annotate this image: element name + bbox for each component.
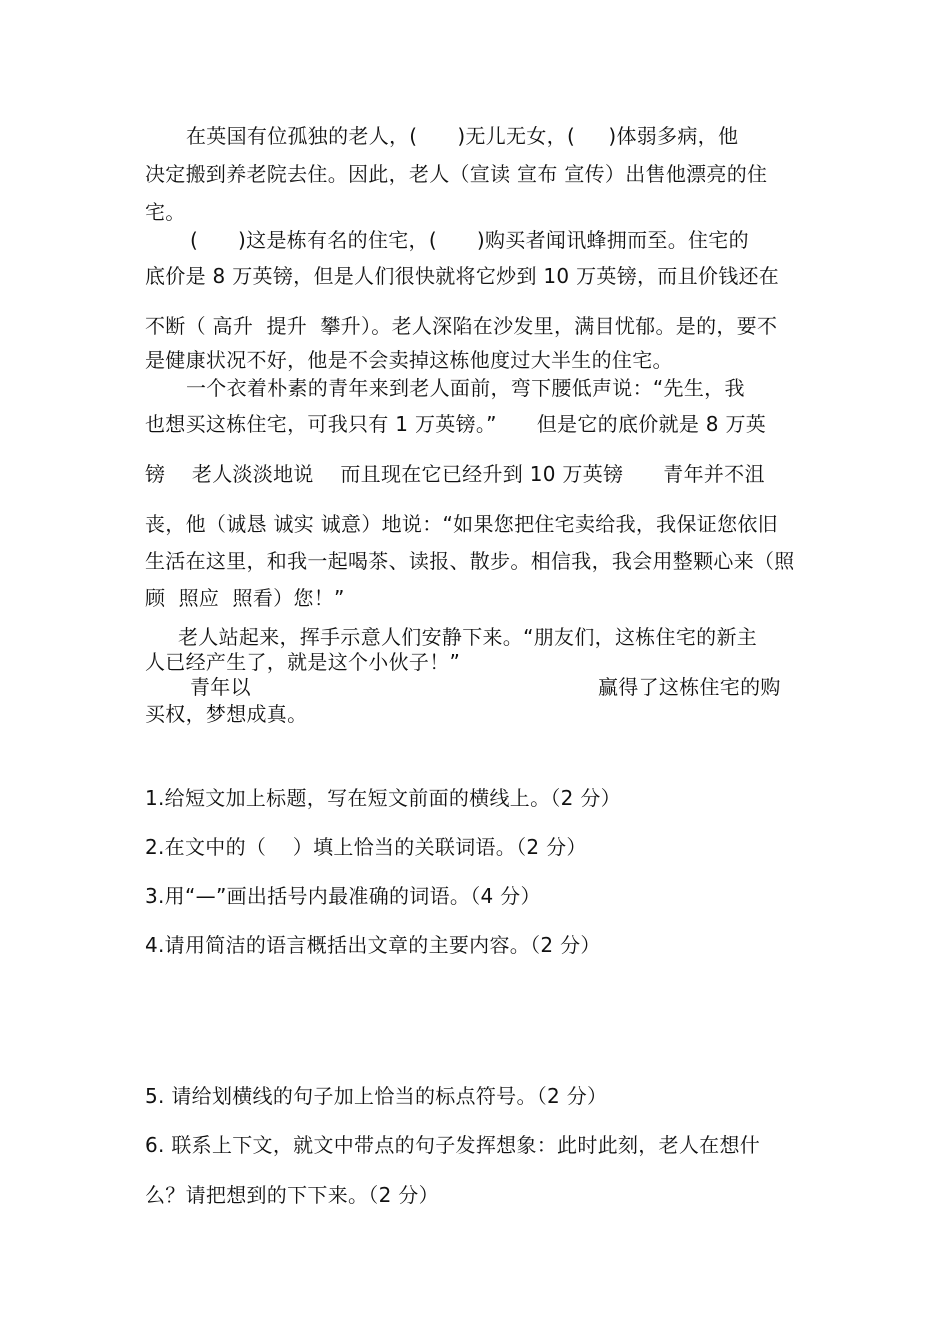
- question-6-line-2: 么？请把想到的下下来。（2 分）: [145, 1183, 439, 1207]
- paragraph-5-line-1-end: 赢得了这栋住宅的购: [598, 675, 781, 699]
- question-4: 4.请用简洁的语言概括出文章的主要内容。（2 分）: [145, 933, 601, 957]
- paragraph-2-line-3: 不断（ 高升 提升 攀升）。老人深陷在沙发里，满目忧郁。是的，要不: [145, 314, 778, 338]
- paragraph-1-line-2: 决定搬到养老院去住。因此，老人（宣读 宣布 宣传）出售他漂亮的住: [145, 162, 768, 186]
- paragraph-2-line-4: 是健康状况不好，他是不会卖掉这栋他度过大半生的住宅。: [145, 348, 673, 372]
- paragraph-3-line-3: 镑 老人淡淡地说 而且现在它已经升到 10 万英镑 青年并不沮: [145, 462, 765, 486]
- paragraph-1-line-1: 在英国有位孤独的老人，( )无儿无女，( )体弱多病，他: [186, 124, 739, 148]
- paragraph-3-line-4: 丧，他（诚恳 诚实 诚意）地说：“如果您把住宅卖给我，我保证您依旧: [145, 512, 778, 536]
- paragraph-2-line-1: ( )这是栋有名的住宅，( )购买者闻讯蜂拥而至。住宅的: [190, 228, 749, 252]
- question-5: 5. 请给划横线的句子加上恰当的标点符号。（2 分）: [145, 1084, 608, 1108]
- paragraph-1-line-3: 宅。: [145, 200, 186, 224]
- question-1: 1.给短文加上标题，写在短文前面的横线上。（2 分）: [145, 786, 621, 810]
- question-2: 2.在文中的（ ）填上恰当的关联词语。（2 分）: [145, 835, 587, 859]
- question-3: 3.用“—”画出括号内最准确的词语。（4 分）: [145, 884, 541, 908]
- paragraph-5-line-2: 买权，梦想成真。: [145, 702, 308, 726]
- paragraph-5-line-1-start: 青年以: [190, 675, 251, 699]
- paragraph-3-line-1: 一个衣着朴素的青年来到老人面前，弯下腰低声说：“先生，我: [186, 376, 745, 400]
- paragraph-3-line-5: 生活在这里，和我一起喝茶、读报、散步。相信我，我会用整颗心来（照: [145, 549, 795, 573]
- paragraph-2-line-2: 底价是 8 万英镑，但是人们很快就将它炒到 10 万英镑，而且价钱还在: [145, 264, 780, 288]
- paragraph-4-line-2: 人已经产生了，就是这个小伙子！”: [145, 650, 461, 674]
- paragraph-3-line-2: 也想买这栋住宅，可我只有 1 万英镑。” 但是它的底价就是 8 万英: [145, 412, 767, 436]
- paragraph-4-line-1: 老人站起来，挥手示意人们安静下来。“朋友们，这栋住宅的新主: [178, 625, 758, 649]
- question-6-line-1: 6. 联系上下文，就文中带点的句子发挥想象：此时此刻，老人在想什: [145, 1133, 761, 1157]
- paragraph-3-line-6: 顾 照应 照看）您！”: [145, 586, 345, 610]
